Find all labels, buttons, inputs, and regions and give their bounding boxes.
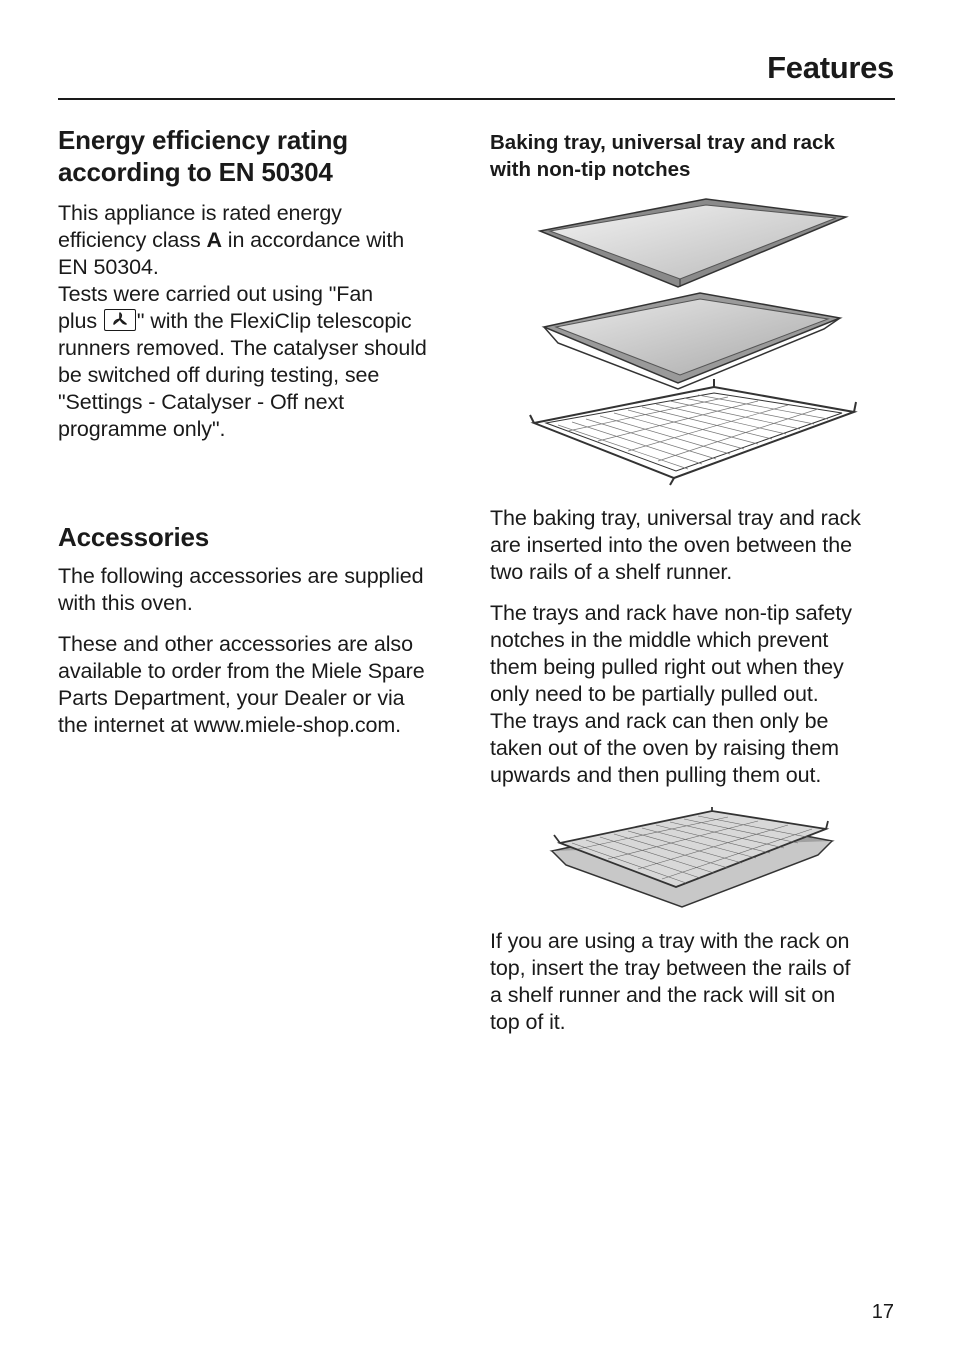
energy-heading-line1: Energy efficiency rating [58, 125, 348, 155]
energy-line: programme only". [58, 417, 226, 441]
energy-line: Tests were carried out using "Fan [58, 282, 374, 306]
efficiency-class: A [206, 228, 222, 252]
accessories-paragraph-2 [58, 631, 458, 739]
energy-line: EN 50304. [58, 255, 159, 279]
text-line: them being pulled right out when they [490, 655, 844, 679]
trays-and-rack-illustration [528, 193, 858, 493]
text-line: If you are using a tray with the rack on [490, 929, 850, 953]
text-line: top of it. [490, 1010, 566, 1034]
page-number: 17 [871, 1301, 894, 1323]
energy-line: plus [58, 309, 103, 333]
accessories-heading: Accessories [58, 522, 210, 552]
text-line: a shelf runner and the rack will sit on [490, 983, 836, 1007]
rack-illustration [530, 379, 856, 485]
energy-line: efficiency class [58, 228, 207, 252]
text-line: upwards and then pulling them out. [490, 763, 822, 787]
page-title: Features [767, 50, 894, 85]
energy-efficiency-heading [58, 124, 458, 188]
fan-plus-icon [104, 309, 136, 331]
energy-line: be switched off during testing, see [58, 363, 380, 387]
text-line: The following accessories are supplied [58, 564, 424, 588]
text-line: These and other accessories are also [58, 632, 413, 656]
right-column [490, 129, 900, 1036]
text-line: The trays and rack have non-tip safety [490, 601, 852, 625]
text-line: with this oven. [58, 591, 193, 615]
tray-with-rack-illustration [548, 807, 838, 912]
text-line: only need to be partially pulled out. [490, 682, 819, 706]
energy-line: "Settings - Catalyser - Off next [58, 390, 345, 414]
text-line: available to order from the Miele Spare [58, 659, 425, 683]
header-divider [58, 98, 895, 100]
baking-tray-illustration [540, 199, 846, 287]
text-line: are inserted into the oven between the [490, 533, 852, 557]
trays-heading [490, 129, 900, 183]
energy-paragraph [58, 200, 458, 443]
trays-paragraph-2 [490, 600, 900, 789]
left-column [58, 124, 458, 739]
trays-heading-line1: Baking tray, universal tray and rack [490, 131, 835, 154]
trays-heading-line2: with non-tip notches [490, 158, 691, 181]
text-line: Parts Department, your Dealer or via [58, 686, 405, 710]
text-line: The trays and rack can then only be [490, 709, 829, 733]
energy-line: runners removed. The catalyser should [58, 336, 427, 360]
accessories-paragraph-1 [58, 563, 458, 617]
trays-paragraph-1 [490, 505, 900, 586]
energy-line: This appliance is rated energy [58, 201, 342, 225]
text-line: notches in the middle which prevent [490, 628, 829, 652]
text-line: taken out of the oven by raising them [490, 736, 839, 760]
energy-heading-line2: according to EN 50304 [58, 157, 333, 187]
text-line: top, insert the tray between the rails of [490, 956, 851, 980]
universal-tray-illustration [544, 293, 840, 389]
text-line: two rails of a shelf runner. [490, 560, 733, 584]
text-line: the internet at www.miele-shop.com. [58, 713, 402, 737]
trays-paragraph-3 [490, 928, 900, 1036]
energy-line: " with the FlexiClip telescopic [136, 309, 412, 333]
text-line: The baking tray, universal tray and rack [490, 506, 861, 530]
energy-line: in accordance with [221, 228, 405, 252]
